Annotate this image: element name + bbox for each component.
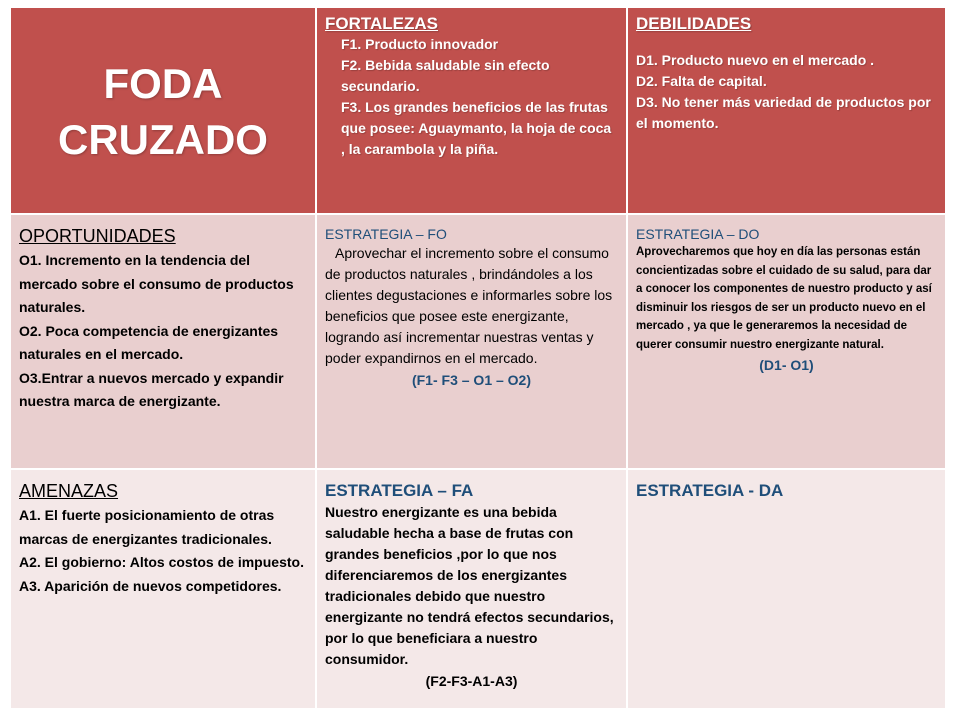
fortaleza-item: F1. Producto innovador — [341, 36, 499, 52]
debilidades-cell — [628, 8, 947, 215]
amenaza-item: A2. El gobierno: Altos costos de impuesto. — [19, 554, 304, 570]
foda-table — [11, 8, 947, 710]
oportunidad-item: O3.Entrar a nuevos mercado y expandir nuestra marca de energizante. — [19, 369, 284, 409]
foda-title-cell — [11, 8, 317, 215]
estrategia-da-cell — [628, 470, 947, 710]
oportunidad-item: O1. Incremento en la tendencia del mercado sobre el consumo de productos naturales. — [19, 252, 294, 315]
fortaleza-item: F2. Bebida saludable sin efecto secundario. — [341, 57, 550, 94]
debilidades-list — [636, 50, 937, 134]
amenaza-item: A3. Aparición de nuevos competidores. — [19, 577, 282, 594]
amenaza-item: A1. El fuerte posicionamiento de otras marcas de energizantes tradicionales. — [19, 507, 275, 547]
fortalezas-cell — [317, 8, 628, 215]
oportunidad-item: O2. Poca competencia de energizantes naturales en el mercado. — [19, 322, 279, 362]
estrategia-fo-body: Aprovechar el incremento sobre el consumo de productos naturales , brindándoles a los clientes degustaciones e informarles sobre los beneficios que posee este energizante, logrando así incrementar nuestras ventas y poder expandirnos en el mercado. — [325, 245, 613, 366]
fortalezas-list — [325, 34, 618, 160]
fortaleza-item: F3. Los grandes beneficios de las frutas que posee: Aguaymanto, la hoja de coca , la carambola y la piña. — [341, 99, 612, 157]
oportunidades-heading: OPORTUNIDADES — [19, 226, 176, 246]
debilidad-item: D2. Falta de capital. — [636, 73, 767, 89]
debilidad-item: D3. No tener más variedad de productos por el momento. — [636, 94, 931, 131]
amenazas-list — [19, 504, 307, 598]
estrategia-fa-cell — [317, 470, 628, 710]
estrategia-do-title: ESTRATEGIA – DO — [636, 226, 760, 242]
estrategia-fa-title: ESTRATEGIA – FA — [325, 481, 474, 500]
estrategia-do-ref: (D1- O1) — [759, 357, 814, 373]
oportunidades-list — [19, 249, 307, 414]
estrategia-fo-cell — [317, 215, 628, 470]
fortalezas-heading: FORTALEZAS — [325, 14, 439, 33]
title-line-2: CRUZADO — [58, 115, 268, 163]
oportunidades-cell — [11, 215, 317, 470]
estrategia-do-cell — [628, 215, 947, 470]
estrategia-do-body: Aprovecharemos que hoy en día las personas están concientizadas sobre el cuidado de su salud, para dar a conocer los componentes de nuestro producto y así disminuir los riesgos de ser un producto nuevo en el mercado , ya que le generaremos la necesidad de querer consumir nuestro energizante natural. — [636, 246, 932, 351]
amenazas-cell — [11, 470, 317, 710]
estrategia-fo-ref: (F1- F3 – O1 – O2) — [411, 372, 532, 388]
estrategia-fo-title: ESTRATEGIA – FO — [325, 226, 447, 242]
debilidad-item: D1. Producto nuevo en el mercado . — [636, 52, 875, 68]
estrategia-da-title: ESTRATEGIA - DA — [636, 481, 784, 500]
estrategia-fa-body: Nuestro energizante es una bebida saludable hecha a base de frutas con grandes beneficios ,por lo que nos diferenciaremos de los energizantes tradicionales debido que nuestro energizante no tendrá efectos secundarios, por lo que beneficiara a nuestro consumidor. — [325, 504, 614, 667]
title-line-1: FODA — [103, 59, 223, 107]
debilidades-heading: DEBILIDADES — [636, 14, 752, 33]
estrategia-fa-ref: (F2-F3-A1-A3) — [425, 673, 518, 689]
amenazas-heading: AMENAZAS — [19, 481, 119, 501]
